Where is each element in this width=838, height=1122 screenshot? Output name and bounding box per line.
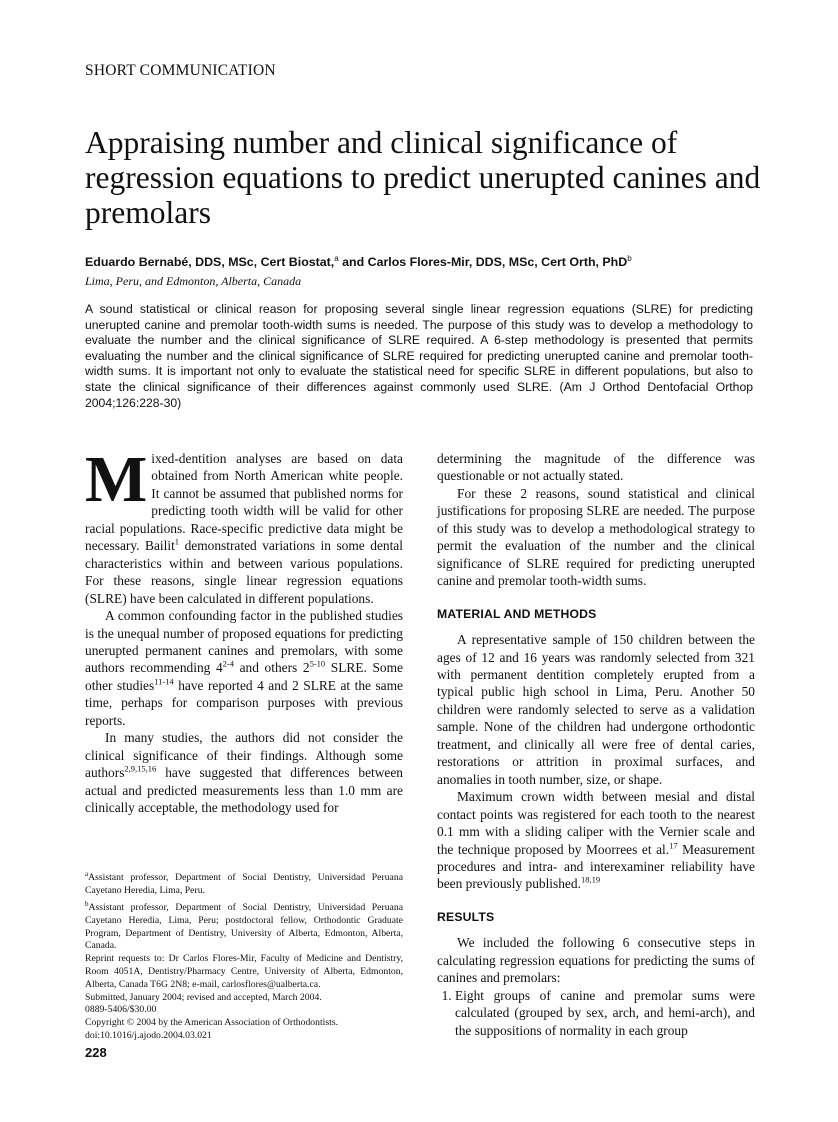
right-column [437,450,755,1039]
author-joiner: and [338,255,368,270]
footnote [85,1004,403,1017]
citation-superscript: 11-14 [154,676,174,687]
steps-list [437,987,755,1039]
text-run: Reprint requests to: Dr Carlos Flores-Mir, Faculty of Medicine and Dentistry, Room 4051A, Dentistry/Pharmacy Centre, University of Alberta, Edmonton, Alberta, Canada T6G 2N8; e-mail, carlosflores@ualberta.ca. [85,953,403,990]
paragraph [85,607,403,729]
citation-superscript: 18,19 [580,874,601,885]
paragraph [437,934,755,986]
section-label: SHORT COMMUNICATION [85,62,276,79]
text-run: A representative sample of 150 children between the ages of 12 and 16 years was randomly selected from 321 with permanent dentition completely erupted from a typical public high school in Lima, Peru. Another 50 children were randomly selected to serve as a validation sample. None of the children had undergone orthodontic treatment, and clinically all were free of dental caries, restorations or attrition in proximal surfaces, and anomalies in tooth number, size, or shape. [437,632,755,787]
text-run: 0889-5406/$30.00 [85,1004,157,1016]
author-1: Eduardo Bernabé, DDS, MSc, Cert Biostat, [85,255,335,270]
text-run: Maximum crown width between mesial and distal contact points was registered for each tooth to the nearest 0.1 mm with a sliding caliper with the Vernier scale and the technique proposed by Moorrees et al. [437,789,755,857]
affiliation-mark-b: b [627,254,632,263]
paragraph [437,631,755,788]
citation-superscript: 1 [174,536,180,547]
paragraph [437,485,755,590]
text-run: A common confounding factor in the published studies is the unequal number of proposed equations for predicting unerupted permanent canines and premolars, with some authors recommending 4 [85,608,403,676]
footnote [85,1030,403,1043]
text-run: Submitted, January 2004; revised and accepted, March 2004. [85,991,322,1003]
author-2: Carlos Flores-Mir, DDS, MSc, Cert Orth, PhD [367,255,628,270]
text-run: For these 2 reasons, sound statistical and clinical justifications for proposing SLRE are needed. The purpose of this study was to develop a methodological strategy to permit the evaluation of the number and the clinical significance of SLRE required for predicting unerupted canine and premolar tooth-width sums. [437,485,755,589]
text-run: demonstrated variations in some dental characteristics within and between various populations. For these reasons, single linear regression equations (SLRE) have been calculated in different populations. [85,538,403,606]
methods-paragraphs [437,631,755,893]
intro-continued [437,450,755,590]
footnote [85,953,403,991]
citation-superscript: a [85,870,89,878]
citation-superscript: b [85,899,89,908]
text-run: We included the following 6 consecutive steps in calculating regression equations for predicting the sums of canines and premolars: [437,935,755,986]
text-run: Copyright © 2004 by the American Association of Orthodontists. [85,1017,339,1029]
left-column [85,443,403,817]
footnote [85,992,403,1005]
author-line [85,254,632,269]
results-heading: RESULTS [437,909,495,924]
paragraph [85,729,403,816]
footnotes [85,868,403,1043]
text-run: and others 2 [234,660,310,676]
text-run: Assistant professor, Department of Social Dentistry, Universidad Peruana Cayetano Heredia, Lima, Peru; postdoctoral fellow, Orthodontic Graduate Program, Department of Dentistry, University of Alberta, Edmonton, Alberta, Canada. [85,902,403,952]
text-run: have reported 4 and 2 SLRE at the same time, perhaps for comparison purposes with previous reports. [85,677,403,728]
list-item: 1. Eight groups of canine and premolar sums were calculated (grouped by sex, arch, and hemi-arch), and the suppositions of normality in each group [455,987,755,1039]
text-run: doi:10.1016/j.ajodo.2004.03.021 [85,1030,212,1042]
text-run: have suggested that differences between actual and predicted measurements less than 1.0 mm are clinically acceptable, the methodology used for [85,765,403,816]
paragraph [437,450,755,485]
abstract: A sound statistical or clinical reason for proposing several single linear regression equations (SLRE) for predicting unerupted canine and premolar tooth-width sums is needed. The purpose of this study was to develop a methodology to evaluate the number and the clinical significance of SLRE required. A 6-step methodology is presented that permits evaluating the number and the clinical significance of SLRE required for predicting unerupted canine and premolar tooth-width sums. It is important not only to evaluate the statistical need for specific SLRE in different populations, but also to state the clinical significance of their differences against commonly used SLRE. (Am J Orthod Dentofacial Orthop 2004;126:228-30) [85,302,753,410]
drop-cap: M [85,443,148,516]
text-run: ixed-dentition analyses are based on data obtained from North American white people. It cannot be assumed that published norms for predicting tooth width will be valid for other racial populations. Race-specific predictive data might be necessary. Bailit [85,451,403,554]
citation-superscript: 5-10 [309,658,326,669]
text-run: SLRE. Some other studies [85,660,403,693]
text-run: determining the magnitude of the difference was questionable or not actually stated. [437,451,755,484]
text-run: Assistant professor, Department of Social Dentistry, Universidad Peruana Cayetano Heredia, Lima, Peru. [85,872,403,897]
citation-superscript: 2,9,15,16 [124,763,157,774]
footnote [85,898,403,953]
citation-superscript: 17 [669,840,678,851]
author-location: Lima, Peru, and Edmonton, Alberta, Canada [85,274,302,288]
paragraph [437,788,755,893]
text-run: Measurement procedures and intra- and interexaminer reliability have been previously published. [437,841,755,892]
footnote [85,868,403,898]
methods-heading: MATERIAL AND METHODS [437,606,597,621]
citation-superscript: 2-4 [222,658,234,669]
article-title: Appraising number and clinical significance of regression equations to predict unerupted canines and premolars [85,125,761,230]
affiliation-mark-a: a [334,254,339,263]
text-run: In many studies, the authors did not consider the clinical significance of their findings. Although some authors [85,730,403,781]
footnote [85,1017,403,1030]
results-paragraphs [437,934,755,986]
page-number: 228 [85,1045,107,1060]
